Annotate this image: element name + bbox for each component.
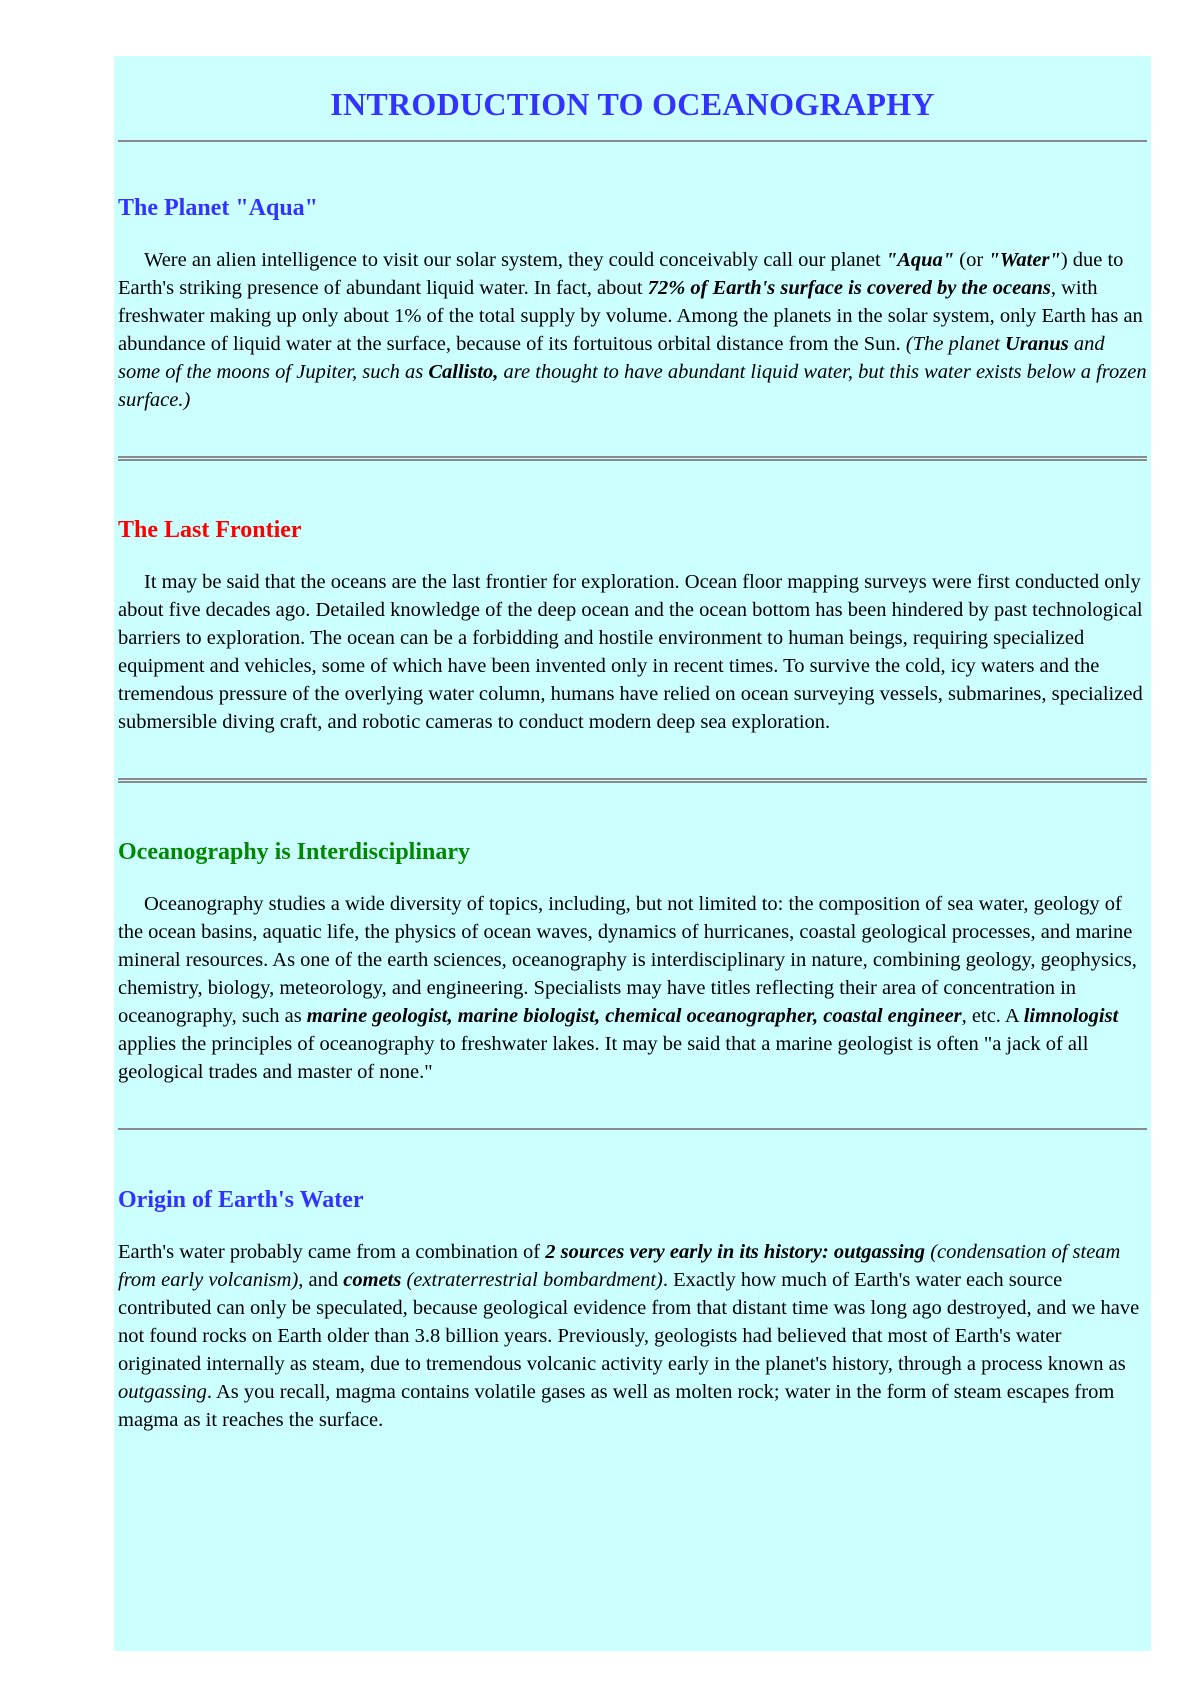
section-heading: Origin of Earth's Water — [118, 1187, 364, 1213]
page-title: INTRODUCTION TO OCEANOGRAPHY — [330, 86, 935, 122]
emphasis-text: "Water" — [988, 249, 1061, 271]
section-body — [118, 890, 1147, 1086]
section-body — [118, 1238, 1147, 1434]
body-text: Earth's water probably came from a combination of — [118, 1241, 546, 1263]
section-heading: The Planet "Aqua" — [118, 195, 319, 221]
emphasis-text: Callisto, — [428, 361, 499, 383]
section-heading: The Last Frontier — [118, 517, 302, 543]
body-text: . Exactly how much of Earth's water each source contributed can only be speculated, because geological evidence from that distant time was long ago destroyed, and we have not found rocks on Earth older than 3.8 billion years. Previously, geologists had believed that most of Earth's water originated internally as steam, due to tremendous volcanic activity early in the planet's history, through a process known as — [118, 1269, 1140, 1375]
emphasis-text: limnologist — [1023, 1005, 1119, 1027]
emphasis-text: comets — [343, 1269, 402, 1291]
emphasis-text: marine geologist, marine biologist, chemical oceanographer, coastal engineer — [306, 1005, 962, 1027]
emphasis-text: 2 sources very early in its history: outgassing — [545, 1241, 926, 1263]
section-last-frontier — [118, 461, 1147, 736]
section-planet-aqua — [118, 142, 1147, 414]
body-text: It may be said that the oceans are the last frontier for exploration. Ocean floor mapping surveys were first conducted only about five decades ago. Detailed knowledge of the deep ocean and the ocean bottom has been hindered by past technological barriers to exploration. The ocean can be a forbidding and hostile environment to human beings, requiring specialized equipment and vehicles, some of which have been invented only in recent times. To survive the cold, icy waters and the tremendous pressure of the overlying water column, humans have relied on ocean surveying vessels, submarines, specialized submersible diving craft, and robotic cameras to conduct modern deep sea exploration. — [118, 571, 1143, 733]
body-text: , with freshwater making up only about 1% of the total supply by volume. Among the planets in the solar system, only Earth has an abundance of liquid water at the surface, because of its fortuitous orbital distance from the Sun. — [118, 277, 1143, 355]
section-body — [118, 568, 1147, 736]
body-text: applies the principles of oceanography to freshwater lakes. It may be said that a marine geologist is often "a jack of all geological trades and master of none." — [118, 1033, 1089, 1083]
body-text: Oceanography studies a wide diversity of topics, including, but not limited to: the composition of sea water, geology of the ocean basins, aquatic life, the physics of ocean waves, dynamics of hurricanes, coastal geological processes, and marine mineral resources. As one of the earth sciences, oceanography is interdisciplinary in nature, combining geology, geophysics, chemistry, biology, meteorology, and engineering. Specialists may have titles reflecting their area of concentration in oceanography, such as — [118, 893, 1137, 1027]
emphasis-text: 72% of Earth's surface is covered by the oceans — [647, 277, 1051, 299]
emphasis-text: Uranus — [1004, 333, 1069, 355]
section-interdisciplinary — [118, 783, 1147, 1086]
emphasis-text: "Aqua" — [885, 249, 955, 271]
emphasis-text: (extraterrestrial bombardment) — [401, 1269, 663, 1291]
section-heading: Oceanography is Interdisciplinary — [118, 839, 471, 865]
document-page — [114, 56, 1151, 1651]
body-text: , etc. A — [961, 1005, 1024, 1027]
emphasis-text: (The planet — [905, 333, 1005, 355]
body-text: (or — [954, 249, 989, 271]
emphasis-text: outgassing — [118, 1381, 207, 1403]
emphasis-text: (condensation of steam from early volcanism) — [118, 1241, 1121, 1291]
emphasis-text: and some of the moons of Jupiter, such as — [118, 333, 1105, 383]
body-text: ) due to Earth's striking presence of abundant liquid water. In fact, about — [118, 249, 1124, 299]
body-text: , and — [298, 1269, 344, 1291]
emphasis-text: are thought to have abundant liquid water, but this water exists below a frozen surface.) — [118, 361, 1147, 411]
body-text: . As you recall, magma contains volatile gases as well as molten rock; water in the form of steam escapes from magma as it reaches the surface. — [118, 1381, 1115, 1431]
body-text: Were an alien intelligence to visit our solar system, they could conceivably call our planet — [144, 249, 886, 271]
section-body — [118, 246, 1147, 414]
section-origin-water — [118, 1130, 1147, 1434]
